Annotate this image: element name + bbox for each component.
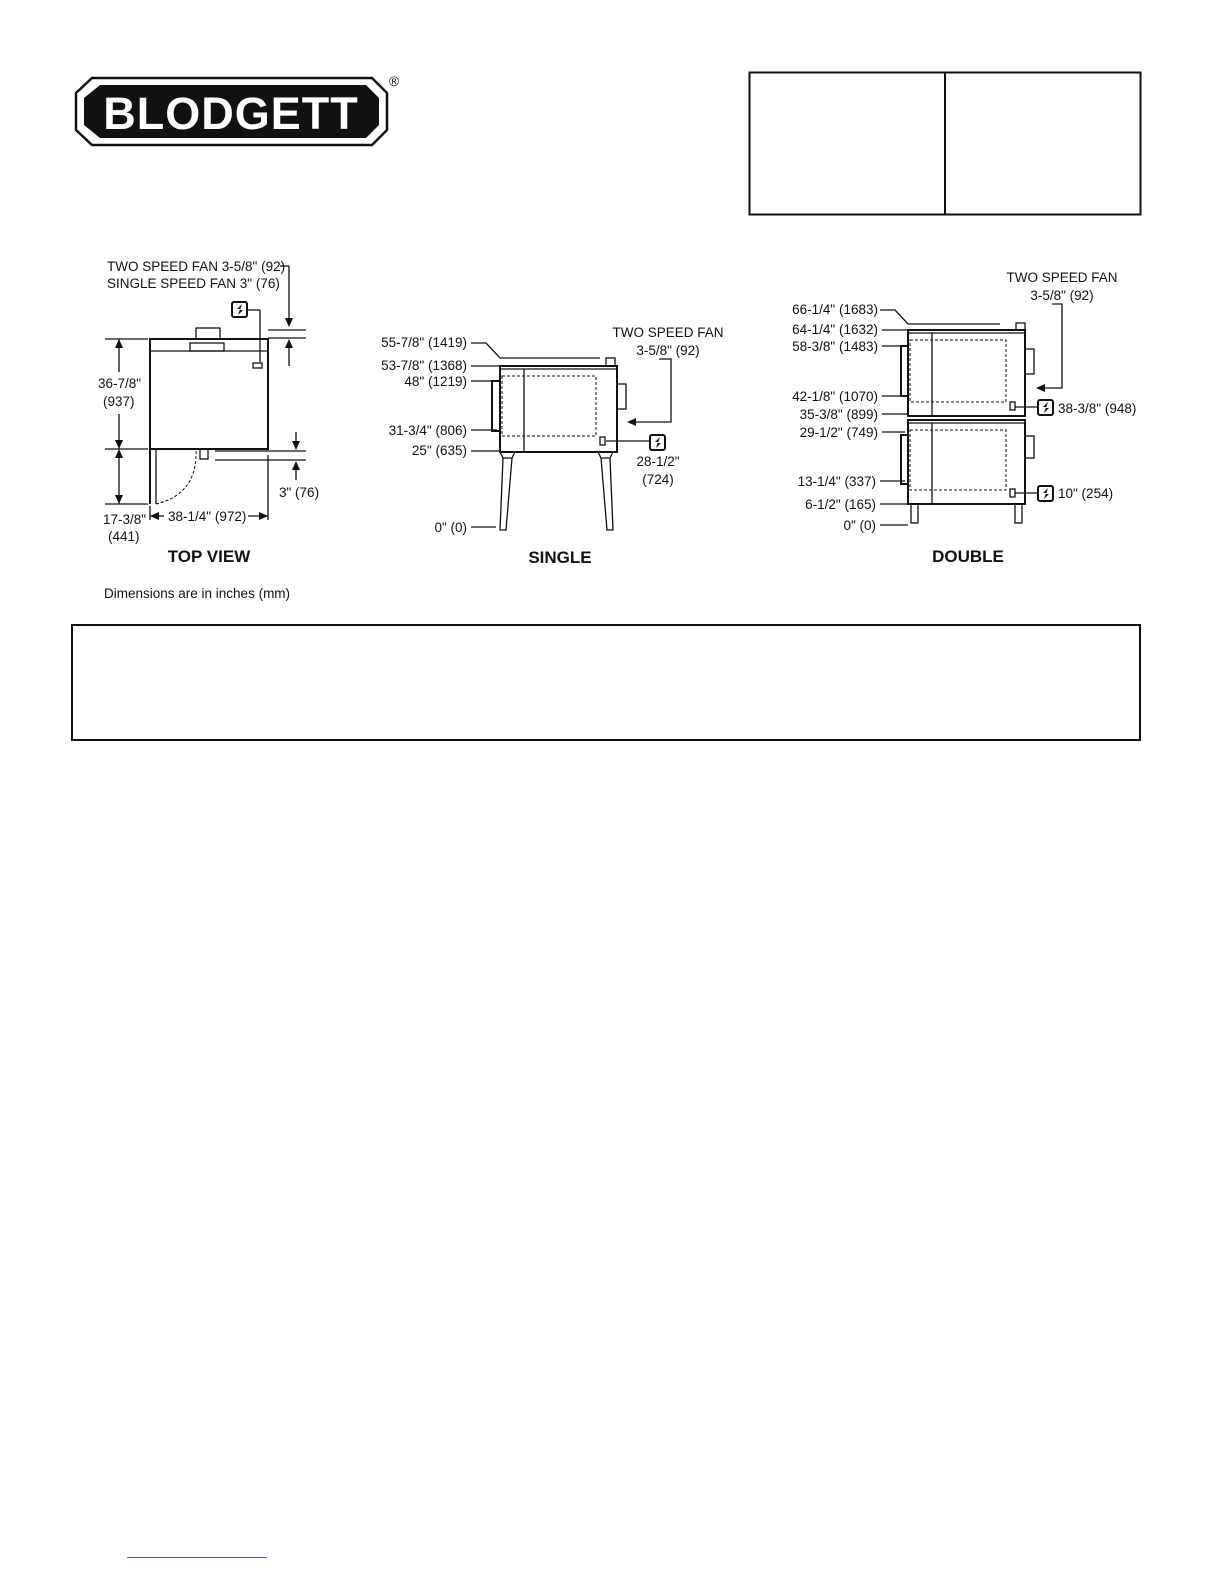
double-view-drawing [792, 270, 1136, 566]
double-height-6: 29-1/2" (749) [799, 425, 878, 440]
double-height-3: 58-3/8" (1483) [792, 339, 878, 354]
single-height-1: 55-7/8" (1419) [381, 335, 467, 350]
registered-mark: ® [389, 74, 399, 89]
top-width: 38-1/4" (972) [168, 509, 247, 524]
double-height-1: 66-1/4" (1683) [792, 302, 878, 317]
double-height-9: 0" (0) [843, 518, 876, 533]
single-fan-label-1: TWO SPEED FAN [612, 325, 724, 340]
top-door-in: 17-3/8" [103, 512, 147, 527]
double-height-7: 13-1/4" (337) [797, 474, 876, 489]
single-view-title: SINGLE [528, 548, 592, 567]
single-elec-mm: (724) [642, 472, 674, 487]
double-height-5: 35-3/8" (899) [799, 407, 878, 422]
single-elec-in: 28-1/2" [636, 454, 680, 469]
single-electrical-icon [650, 435, 665, 450]
single-fan-label-2: 3-5/8" (92) [636, 343, 700, 358]
single-height-2: 53-7/8" (1368) [381, 358, 467, 373]
double-height-2: 64-1/4" (1632) [792, 322, 878, 337]
double-elec-lower: 10" (254) [1058, 486, 1114, 501]
double-view-title: DOUBLE [932, 547, 1004, 566]
top-door-mm: (441) [108, 529, 140, 544]
single-view-drawing [381, 325, 723, 567]
top-clearance: 3" (76) [279, 485, 320, 500]
brand-logo [76, 74, 399, 145]
top-fan-two-speed-label: TWO SPEED FAN 3-5/8" (92) [107, 259, 286, 274]
top-fan-single-speed-label: SINGLE SPEED FAN 3" (76) [107, 276, 280, 291]
brand-name: BLODGETT [103, 88, 359, 139]
single-height-6: 0" (0) [434, 520, 467, 535]
single-height-5: 25" (635) [411, 443, 467, 458]
notes-box [72, 625, 1140, 740]
top-view-title: TOP VIEW [167, 547, 251, 566]
top-depth-mm: (937) [103, 394, 135, 409]
single-height-4: 31-3/4" (806) [388, 423, 467, 438]
footer-link-underline[interactable] [127, 1557, 267, 1558]
double-lower-electrical-icon [1038, 486, 1053, 501]
top-depth-in: 36-7/8" [98, 376, 142, 391]
header-info-box [750, 72, 1141, 215]
double-height-4: 42-1/8" (1070) [792, 389, 878, 404]
double-fan-label-1: TWO SPEED FAN [1006, 270, 1118, 285]
electrical-connection-icon [232, 302, 247, 317]
double-upper-electrical-icon [1038, 400, 1053, 415]
double-elec-upper: 38-3/8" (948) [1058, 401, 1137, 416]
double-height-8: 6-1/2" (165) [805, 497, 876, 512]
double-fan-label-2: 3-5/8" (92) [1030, 288, 1094, 303]
single-height-3: 48" (1219) [404, 374, 467, 389]
top-view-drawing [98, 259, 319, 601]
dimensions-note: Dimensions are in inches (mm) [104, 586, 291, 601]
